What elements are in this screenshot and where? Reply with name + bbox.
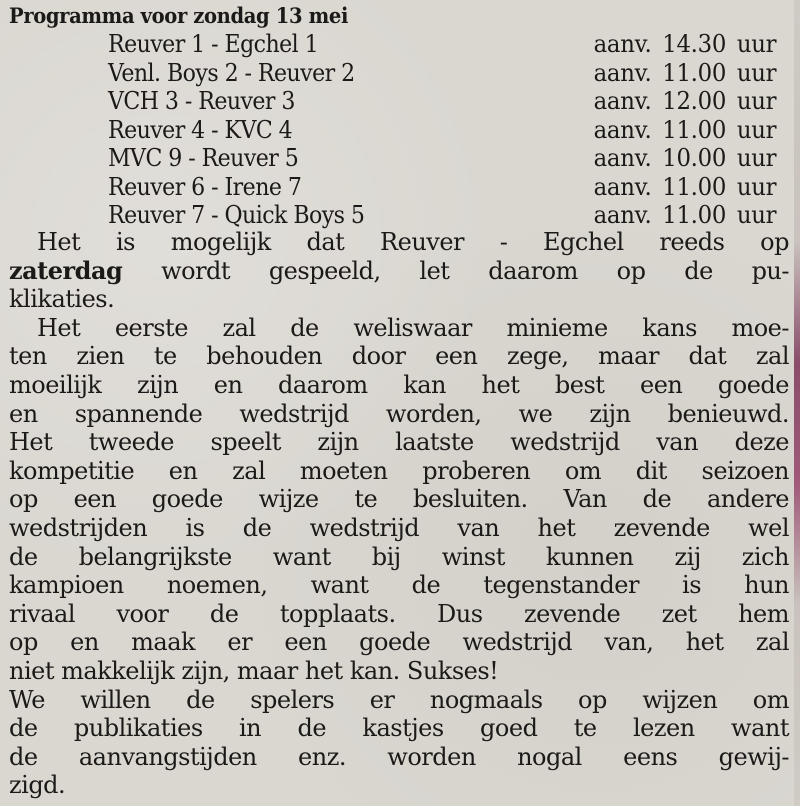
fixture-list bbox=[0, 30, 790, 230]
emphasis-text: zaterdag bbox=[9, 255, 123, 285]
fixture-row bbox=[0, 116, 790, 145]
body-line bbox=[9, 257, 789, 286]
body-line: niet makkelijk zijn, maar het kan. Sukses! bbox=[9, 656, 499, 685]
body-line: de belangrijkste want bij winst kunnen zij zich bbox=[9, 542, 789, 571]
fixture-match: Venl. Boys 2 - Reuver 2 bbox=[108, 58, 355, 87]
body-line: moeilijk zijn en daarom kan het best een goede bbox=[9, 370, 789, 399]
body-line: rivaal voor de topplaats. Dus zevende zet hem bbox=[9, 599, 789, 628]
fixture-match: Reuver 6 - Irene 7 bbox=[108, 172, 302, 201]
body-line: op en maak er een goede wedstrijd van, het zal bbox=[9, 628, 789, 657]
fixture-match: MVC 9 - Reuver 5 bbox=[108, 144, 299, 172]
fixture-row bbox=[0, 144, 790, 173]
fixture-row bbox=[0, 30, 790, 59]
fixture-row bbox=[0, 173, 790, 202]
fixture-kickoff-time: aanv. 11.00 uur bbox=[593, 172, 776, 201]
paper-edge bbox=[794, 0, 800, 806]
body-line: Het is mogelijk dat Reuver - Egchel reeds op bbox=[37, 228, 789, 256]
fixture-row bbox=[0, 201, 790, 230]
body-line: We willen de spelers er nogmaals op wijzen om bbox=[9, 685, 789, 714]
fixture-match: Reuver 7 - Quick Boys 5 bbox=[108, 201, 365, 229]
fixture-kickoff-time: aanv. 10.00 uur bbox=[593, 144, 776, 172]
fixture-match: VCH 3 - Reuver 3 bbox=[108, 87, 295, 115]
body-line: en spannende wedstrijd worden, we zijn benieuwd. bbox=[9, 399, 789, 428]
fixture-match: Reuver 4 - KVC 4 bbox=[108, 115, 293, 144]
body-line: kampioen noemen, want de tegenstander is hun bbox=[9, 571, 789, 600]
body-line: Het eerste zal de weliswaar minieme kans moe- bbox=[37, 313, 789, 342]
body-line: kompetitie en zal moeten proberen om dit seizoen bbox=[9, 456, 789, 485]
fixture-row bbox=[0, 87, 790, 116]
body-line-rest: wordt gespeeld, let daarom op de pu- bbox=[122, 256, 789, 285]
body-line: de publikaties in de kastjes goed te lezen want bbox=[9, 714, 789, 743]
fixture-kickoff-time: aanv. 11.00 uur bbox=[593, 201, 776, 229]
body-line: op een goede wijze te besluiten. Van de andere bbox=[9, 485, 789, 514]
body-line: klikaties. bbox=[9, 285, 115, 314]
fixture-kickoff-time: aanv. 12.00 uur bbox=[593, 87, 776, 115]
fixture-row bbox=[0, 59, 790, 88]
body-line: de aanvangstijden enz. worden nogal eens gewij- bbox=[9, 742, 789, 771]
body-line: Het tweede speelt zijn laatste wedstrijd van deze bbox=[9, 428, 789, 457]
fixture-kickoff-time: aanv. 14.30 uur bbox=[593, 30, 776, 58]
body-line: ten zien te behouden door een zege, maar dat zal bbox=[9, 342, 789, 371]
fixture-kickoff-time: aanv. 11.00 uur bbox=[593, 58, 776, 87]
body-line: wedstrijden is de wedstrijd van het zevende wel bbox=[9, 513, 789, 542]
article-heading: Programma voor zondag 13 mei bbox=[9, 3, 349, 28]
fixture-kickoff-time: aanv. 11.00 uur bbox=[593, 115, 776, 144]
article-body bbox=[9, 228, 789, 800]
body-line: zigd. bbox=[9, 771, 66, 800]
fixture-match: Reuver 1 - Egchel 1 bbox=[108, 30, 319, 58]
